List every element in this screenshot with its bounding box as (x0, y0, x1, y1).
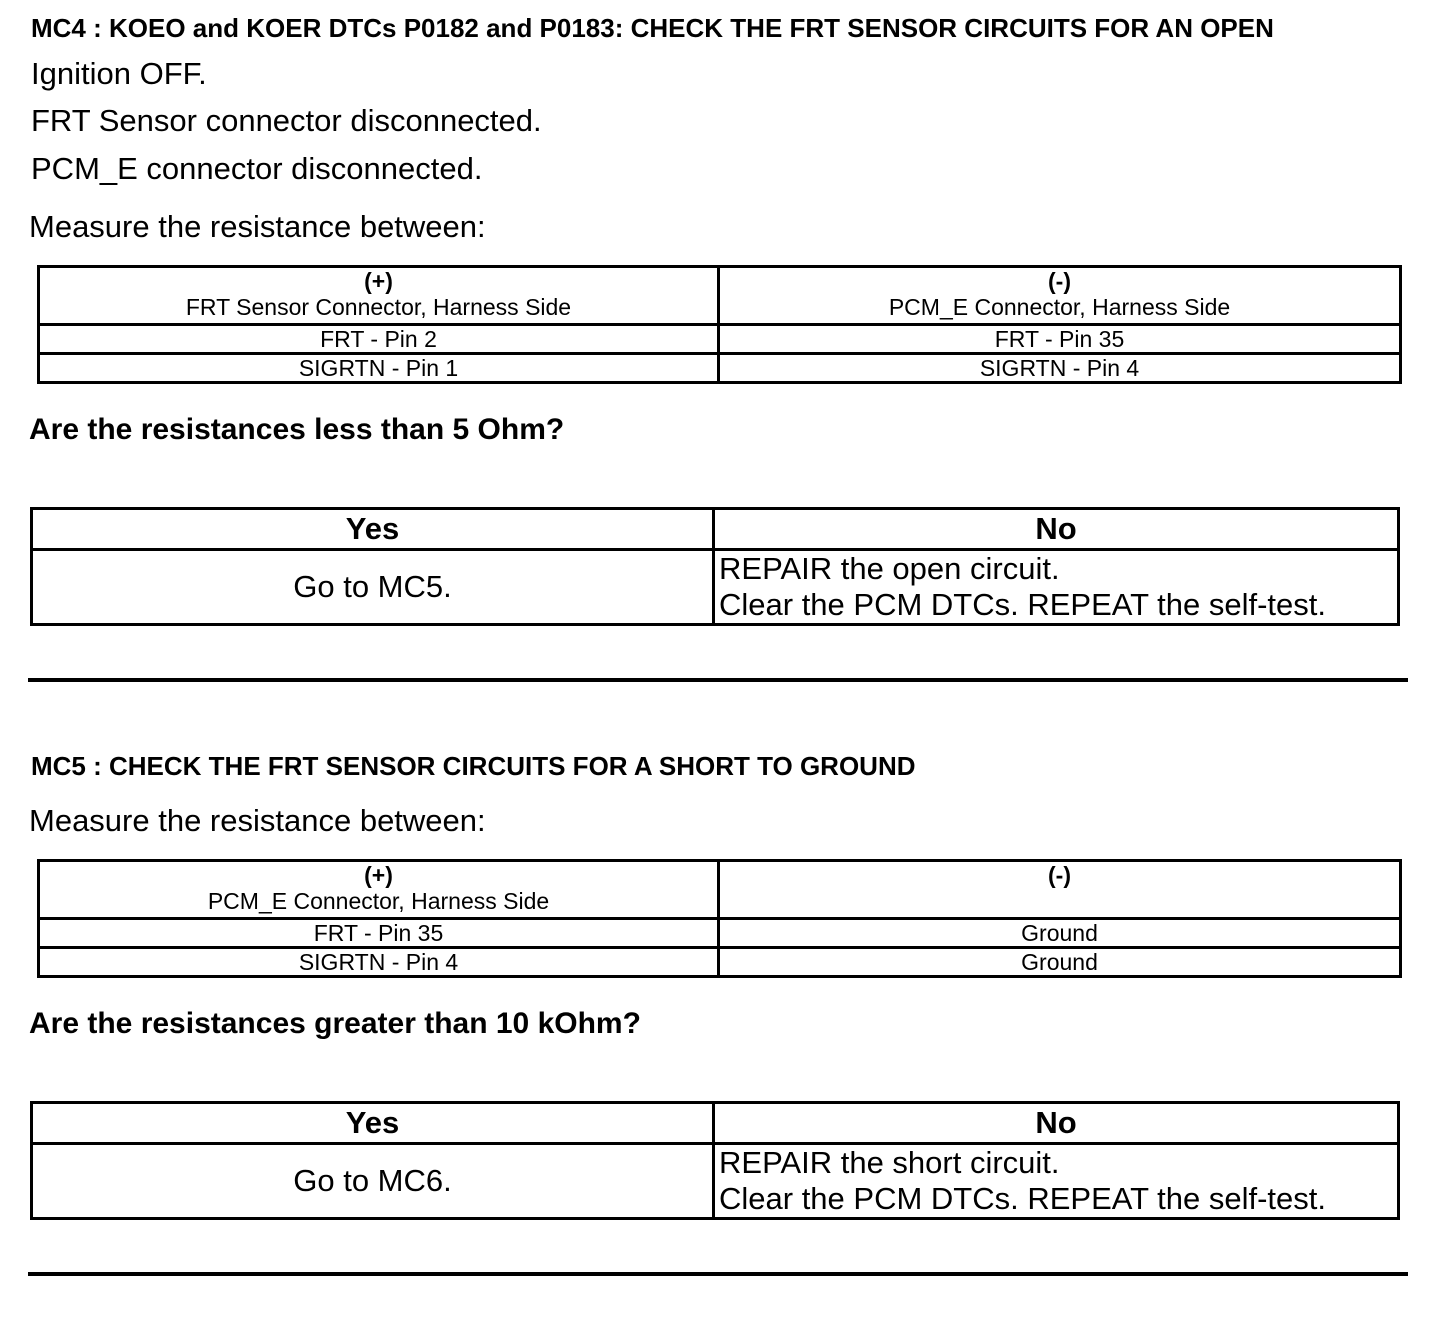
mc4-title: MC4 : KOEO and KOER DTCs P0182 and P0183: CHECK THE FRT SENSOR CIRCUITS FOR AN OPEN (31, 13, 1274, 43)
mc5-decision-header-row (32, 1103, 1399, 1144)
mc5-question: Are the resistances greater than 10 kOhm? (29, 1007, 641, 1040)
mc4-no-action-line2: Clear the PCM DTCs. REPEAT the self-test. (719, 587, 1326, 622)
mc5-no-header: No (714, 1103, 1399, 1144)
mc4-row2-negative: SIGRTN - Pin 4 (719, 354, 1401, 383)
negative-polarity-label: (-) (1048, 862, 1071, 888)
mc4-yes-action: Go to MC5. (32, 550, 714, 625)
mc5-measure-header-positive (39, 861, 719, 919)
mc5-no-action (714, 1144, 1399, 1219)
mc4-measure-table (37, 265, 1402, 384)
negative-connector-label: PCM_E Connector, Harness Side (888, 294, 1231, 320)
mc4-row2-positive: SIGRTN - Pin 1 (39, 354, 719, 383)
mc5-title: MC5 : CHECK THE FRT SENSOR CIRCUITS FOR A SHORT TO GROUND (31, 751, 916, 781)
table-row (39, 354, 1401, 383)
mc5-row1-negative: Ground (719, 919, 1401, 948)
mc5-no-action-line2: Clear the PCM DTCs. REPEAT the self-test. (719, 1181, 1326, 1216)
positive-polarity-label: (+) (364, 862, 393, 888)
mc4-measure-header-positive (39, 267, 719, 325)
negative-polarity-label: (-) (1048, 268, 1071, 294)
section-divider (28, 1272, 1408, 1276)
mc4-no-action (714, 550, 1399, 625)
mc5-no-action-line1: REPAIR the short circuit. (719, 1145, 1060, 1180)
table-row (39, 948, 1401, 977)
mc5-row2-positive: SIGRTN - Pin 4 (39, 948, 719, 977)
mc5-decision-table (30, 1101, 1400, 1220)
mc4-instruction: Measure the resistance between: (29, 209, 486, 244)
positive-connector-label: PCM_E Connector, Harness Side (207, 888, 550, 914)
mc4-condition-pcm-connector: PCM_E connector disconnected. (31, 151, 483, 186)
mc4-measure-header-row (39, 267, 1401, 325)
mc4-question: Are the resistances less than 5 Ohm? (29, 413, 565, 446)
mc5-instruction: Measure the resistance between: (29, 803, 486, 838)
mc4-row1-positive: FRT - Pin 2 (39, 325, 719, 354)
mc5-decision-body-row (32, 1144, 1399, 1219)
mc5-row2-negative: Ground (719, 948, 1401, 977)
mc4-no-action-line1: REPAIR the open circuit. (719, 551, 1060, 586)
mc5-row1-positive: FRT - Pin 35 (39, 919, 719, 948)
mc4-no-header: No (714, 509, 1399, 550)
mc5-measure-table (37, 859, 1402, 978)
mc4-yes-header: Yes (32, 509, 714, 550)
positive-connector-label: FRT Sensor Connector, Harness Side (185, 294, 572, 320)
mc4-row1-negative: FRT - Pin 35 (719, 325, 1401, 354)
table-row (39, 325, 1401, 354)
mc5-measure-header-row (39, 861, 1401, 919)
positive-polarity-label: (+) (364, 268, 393, 294)
mc4-decision-body-row (32, 550, 1399, 625)
mc5-measure-header-negative (719, 861, 1401, 919)
mc4-condition-frt-connector: FRT Sensor connector disconnected. (31, 103, 542, 138)
mc4-condition-ignition: Ignition OFF. (31, 56, 207, 91)
mc4-decision-header-row (32, 509, 1399, 550)
table-row (39, 919, 1401, 948)
mc5-yes-action: Go to MC6. (32, 1144, 714, 1219)
mc4-decision-table (30, 507, 1400, 626)
mc5-yes-header: Yes (32, 1103, 714, 1144)
mc4-measure-header-negative (719, 267, 1401, 325)
section-divider (28, 678, 1408, 682)
